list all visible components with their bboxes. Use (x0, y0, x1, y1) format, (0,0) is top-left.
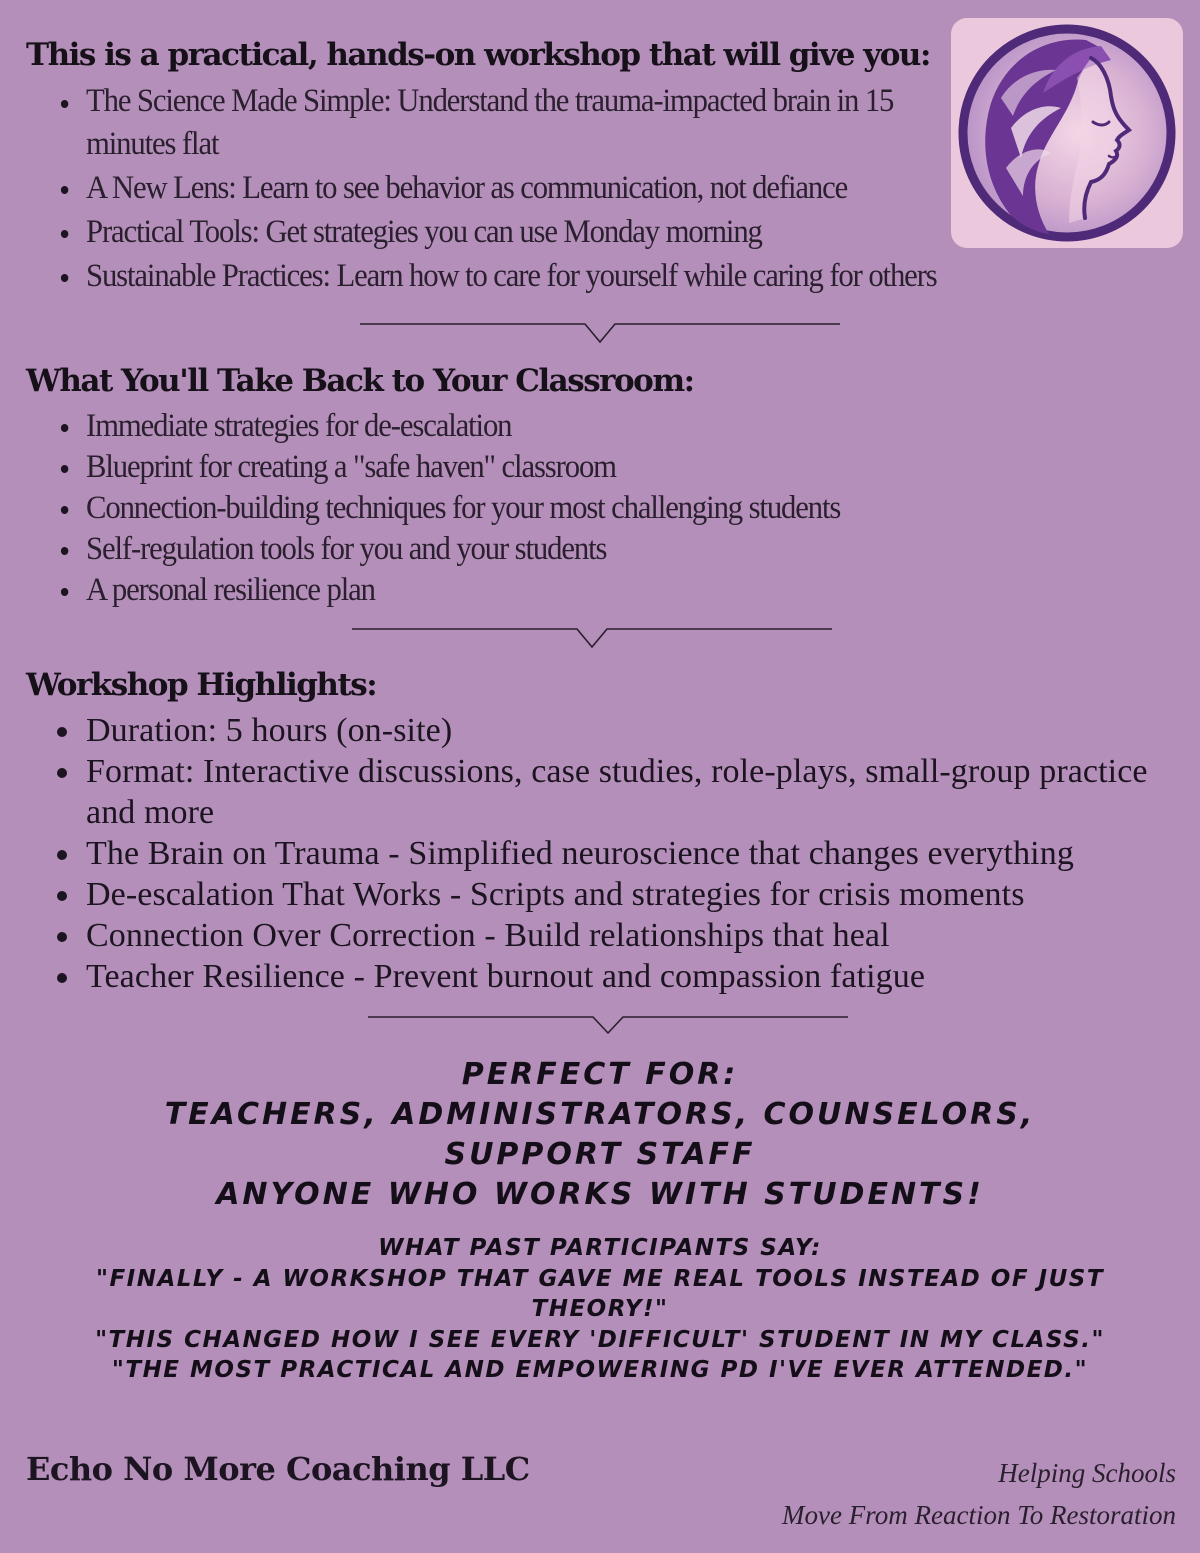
list-item: The Brain on Trauma - Simplified neuroscience that changes everything (86, 833, 1176, 874)
list-item: Teacher Resilience - Prevent burnout and compassion fatigue (86, 956, 1176, 997)
woman-profile-icon (951, 18, 1183, 248)
divider-1 (360, 314, 840, 344)
perfect-for-line: SUPPORT STAFF (444, 1137, 756, 1172)
list-item: Practical Tools: Get strategies you can use Monday morning (86, 210, 886, 254)
perfect-for-title: PERFECT FOR: (461, 1057, 739, 1092)
company-name: Echo No More Coaching LLC (26, 1450, 530, 1488)
testimonials-title: WHAT PAST PARTICIPANTS SAY: (378, 1235, 822, 1261)
testimonials-block (0, 1233, 1200, 1386)
perfect-for-line: ANYONE WHO WORKS WITH STUDENTS! (216, 1177, 984, 1212)
list-item: Connection-building techniques for your most challenging students (86, 488, 1100, 529)
tagline-line: Move From Reaction To Restoration (782, 1500, 1176, 1530)
list-item: Immediate strategies for de-escalation (86, 406, 1100, 447)
list-item: The Science Made Simple: Understand the trauma-impacted brain in 15 minutes flat (86, 80, 960, 166)
testimonial-line: "THIS CHANGED HOW I SEE EVERY 'DIFFICULT' STUDENT IN MY CLASS." (95, 1326, 1105, 1353)
give-you-heading: This is a practical, hands-on workshop that will give you: (26, 37, 930, 73)
take-back-list (26, 406, 1176, 611)
take-back-section (26, 356, 1176, 611)
perfect-for-line: TEACHERS, ADMINISTRATORS, COUNSELORS, (164, 1097, 1036, 1132)
highlights-heading: Workshop Highlights: (26, 667, 377, 703)
give-you-section (26, 30, 946, 298)
tagline-line: Helping Schools (998, 1458, 1176, 1488)
give-you-list (26, 80, 946, 298)
tagline (782, 1452, 1176, 1536)
list-item: De-escalation That Works - Scripts and strategies for crisis moments (86, 874, 1176, 915)
highlights-list (26, 710, 1176, 997)
list-item: A personal resilience plan (86, 570, 1100, 611)
testimonial-line: THEORY!" (531, 1296, 669, 1322)
list-item: Connection Over Correction - Build relationships that heal (86, 915, 1176, 956)
list-item: Duration: 5 hours (on-site) (86, 710, 1176, 751)
list-item: Sustainable Practices: Learn how to care for yourself while caring for others (86, 254, 886, 298)
list-item: A New Lens: Learn to see behavior as communication, not defiance (86, 166, 886, 210)
take-back-heading: What You'll Take Back to Your Classroom: (26, 363, 694, 399)
list-item: Blueprint for creating a "safe haven" classroom (86, 447, 1100, 488)
divider-2 (352, 619, 832, 649)
highlights-section (26, 660, 1176, 997)
perfect-for-block (0, 1055, 1200, 1215)
testimonial-line: "THE MOST PRACTICAL AND EMPOWERING PD I'VE EVER ATTENDED." (111, 1357, 1089, 1383)
logo (951, 18, 1183, 248)
testimonial-line: "FINALLY - A WORKSHOP THAT GAVE ME REAL TOOLS INSTEAD OF JUST (95, 1265, 1105, 1292)
list-item: Format: Interactive discussions, case studies, role-plays, small-group practice and more (86, 751, 1176, 833)
divider-3 (368, 1007, 848, 1037)
list-item: Self-regulation tools for you and your students (86, 529, 1100, 570)
